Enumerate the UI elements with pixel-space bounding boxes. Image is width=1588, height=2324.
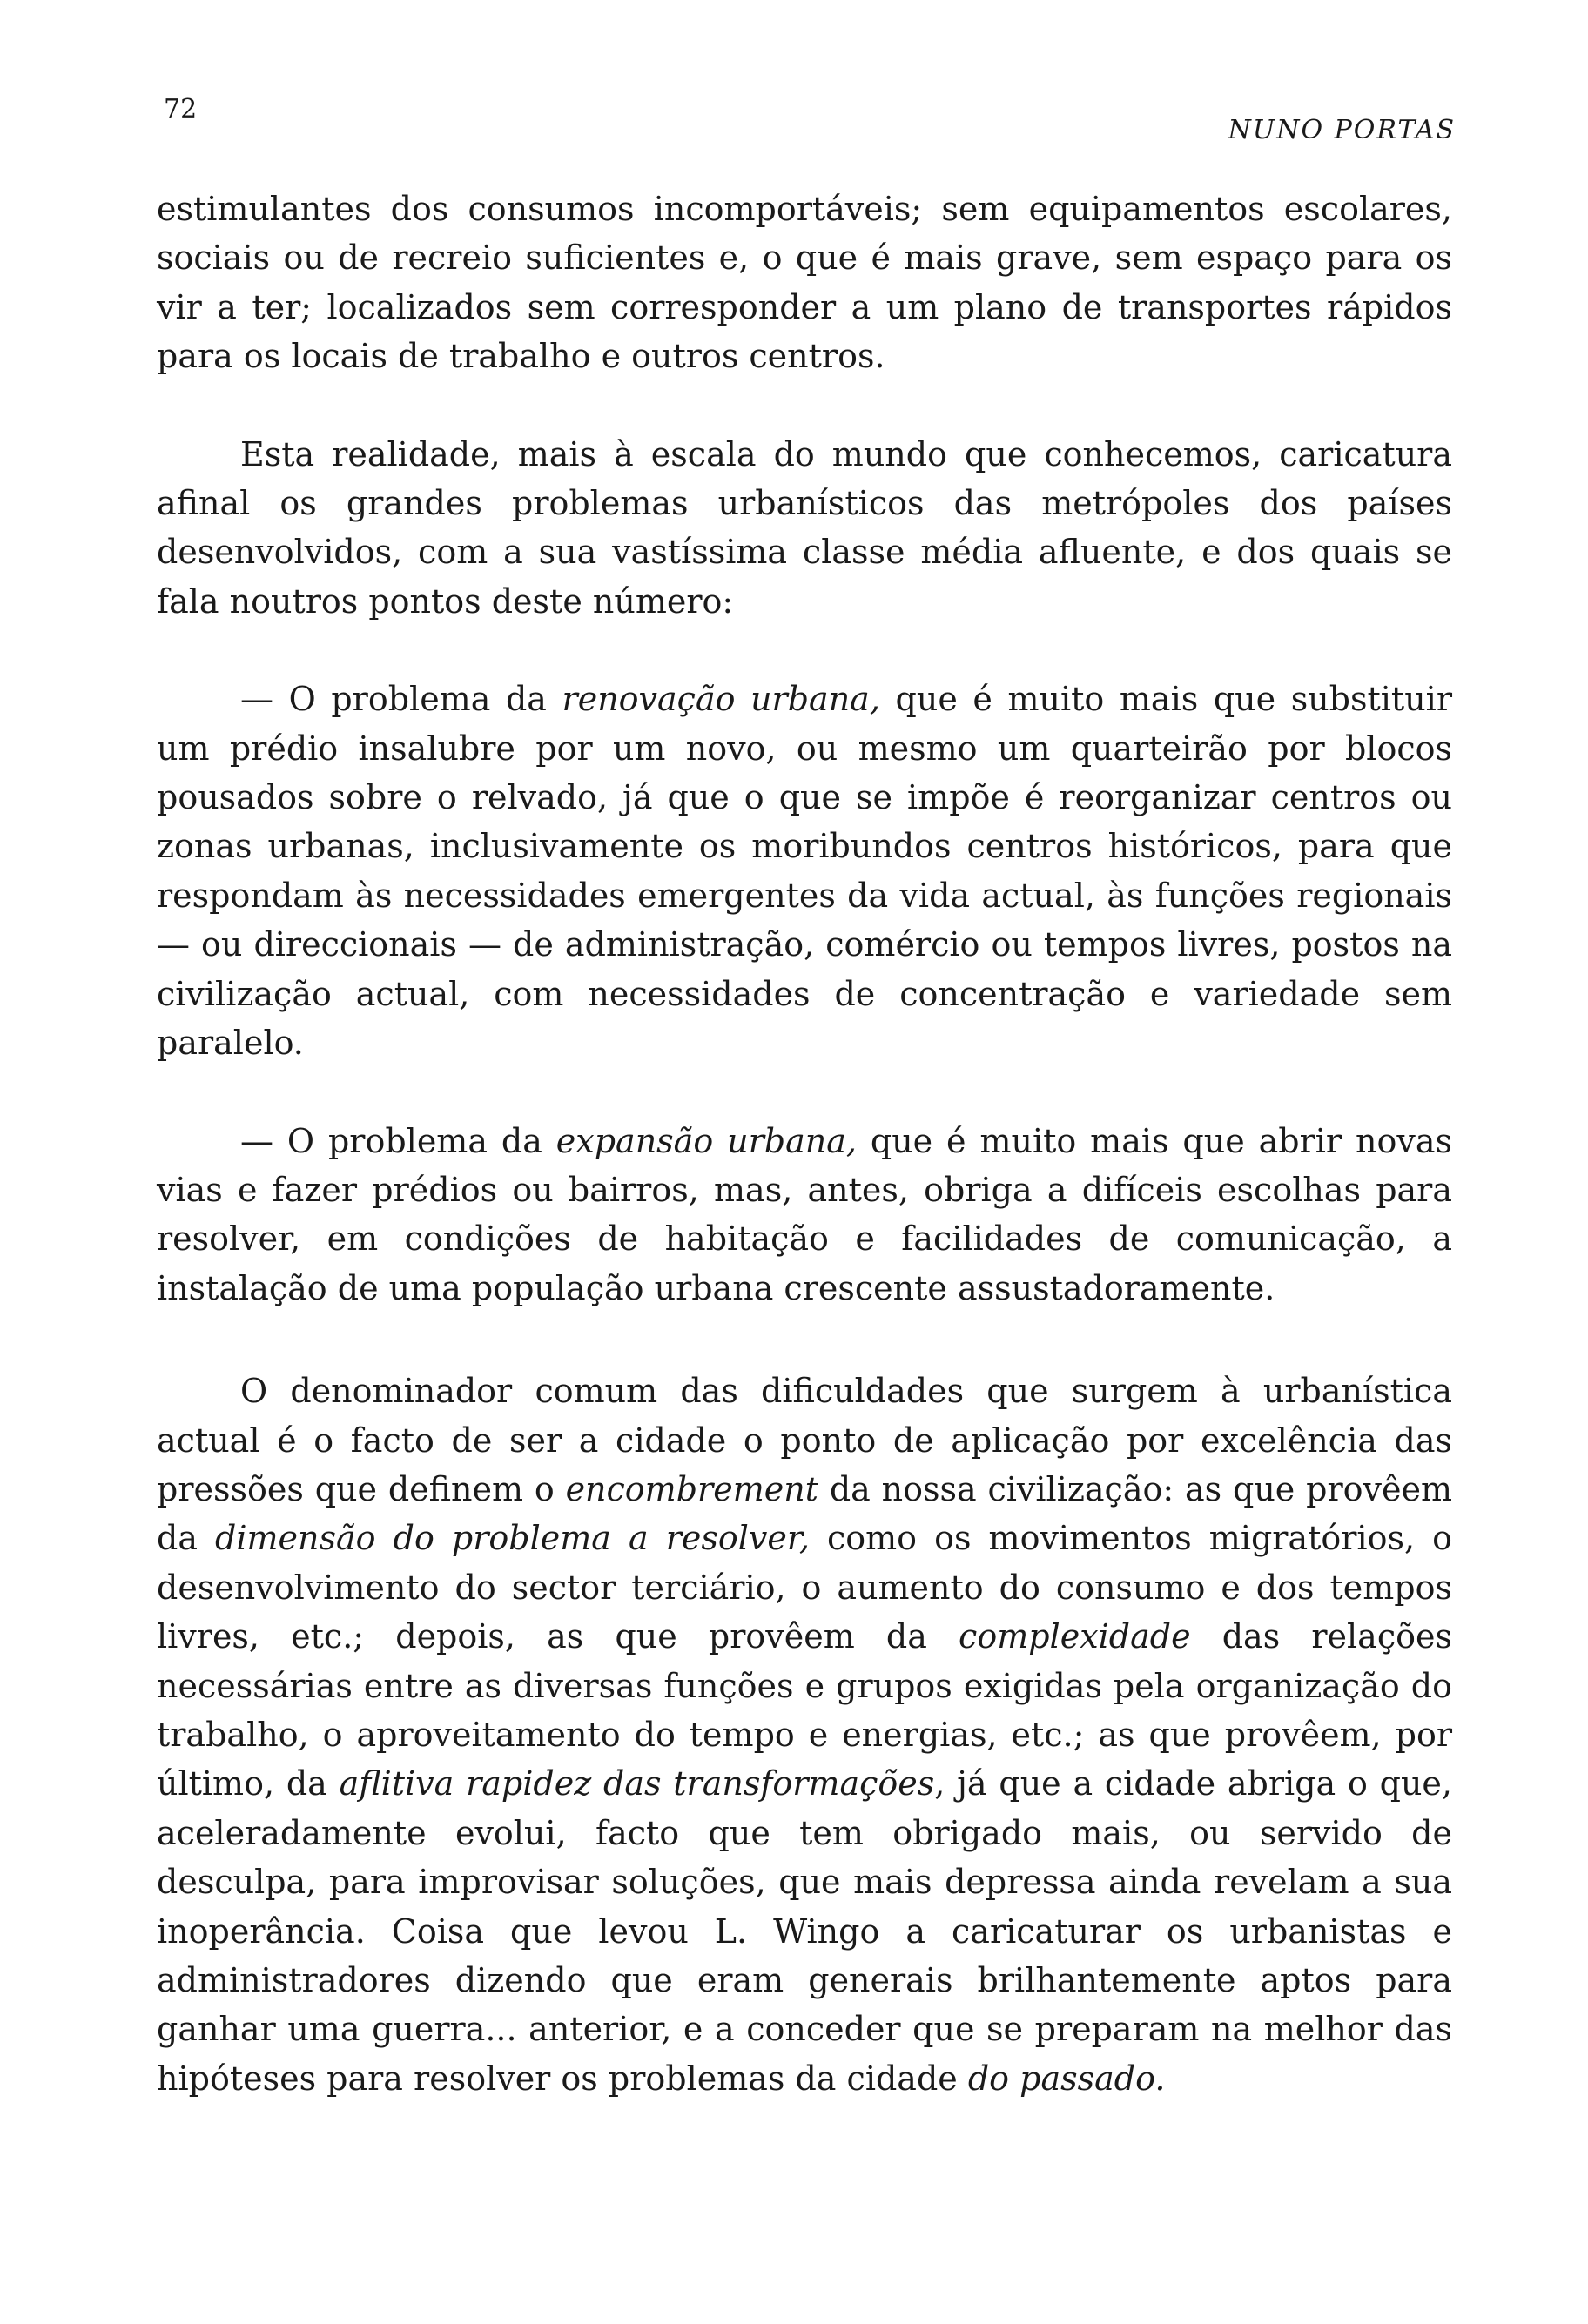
emphasis-term: renovação urbana,	[562, 680, 880, 719]
running-head-author: NUNO PORTAS	[1228, 115, 1456, 145]
text-run: que é muito mais que substituir um prédio insalubre por um novo, ou mesmo um quarteirão por blocos pousados sobre o relvado, já que o que se impõe é reorganizar centros ou zonas urbanas, inclusivamente os moribundos centros históricos, para que respondam às necessidades emergentes da vida actual, às funções regionais — ou direccionais — de administração, comércio ou tempos livres, postos na civilização actual, com necessidades de concentração e variedade sem paralelo.	[157, 680, 1452, 1063]
text-run: O denominador comum das dificuldades que surgem à urbanística actual é o facto de ser a cidade o ponto de aplicação por excelência das pressões que definem o	[157, 1372, 1452, 1508]
paragraph-continuation	[157, 185, 1452, 381]
paragraph-renovacao-urbana	[157, 675, 1452, 1067]
emphasis-term: expansão urbana,	[555, 1121, 857, 1160]
text-run: Esta realidade, mais à escala do mundo que conhecemos, caricatura afinal os grandes problemas urbanísticos das metrópoles dos países desenvolvidos, com a sua vastíssima classe média afluente, e dos quais se fala noutros pontos deste número:	[157, 434, 1452, 621]
text-run: , já que a cidade abriga o que, aceleradamente evolui, facto que tem obrigado mais, ou servido de desculpa, para improvisar soluções, que mais depressa ainda revelam a sua inoperância. Coisa que levou L. Wingo a caricaturar os urbanistas e administradores dizendo que eram generais brilhantemente aptos para ganhar uma guerra... anterior, e a conceder que se preparam na melhor das hipóteses para resolver os problemas da cidade	[157, 1764, 1452, 2098]
page-header	[164, 91, 1456, 143]
paragraph-expansao-urbana	[157, 1117, 1452, 1313]
text-run: — O problema da	[240, 680, 562, 719]
text-run: como os movimentos migratórios, o desenvolvimento do sector terciário, o aumento do consumo e dos tempos livres, etc.; depois, as que provêem da	[157, 1519, 1452, 1656]
emphasis-term: do passado.	[967, 2059, 1166, 2098]
text-run: da nossa civilização: as que provêem da	[157, 1469, 1452, 1558]
emphasis-term: complexidade	[959, 1617, 1191, 1656]
emphasis-term: aflitiva rapidez das transformações	[339, 1764, 935, 1803]
text-run: estimulantes dos consumos incomportáveis; sem equipamentos escolares, sociais ou de recreio suficientes e, o que é mais grave, sem espaço para os vir a ter; localizados sem corresponder a um plano de transportes rápidos para os locais de trabalho e outros centros.	[157, 190, 1452, 376]
text-run: — O problema da	[240, 1121, 556, 1160]
text-run: das relações necessárias entre as diversas funções e grupos exigidas pela organização do trabalho, o aproveitamento do tempo e energias, etc.; as que provêem, por último, da	[157, 1617, 1452, 1803]
page-number: 72	[164, 94, 198, 124]
emphasis-term: encombrement	[565, 1469, 818, 1508]
paragraph-realidade	[157, 430, 1452, 627]
body-text	[157, 185, 1452, 2152]
text-run: que é muito mais que abrir novas vias e fazer prédios ou bairros, mas, antes, obriga a difíceis escolhas para resolver, em condições de habitação e facilidades de comunicação, a instalação de uma população urbana crescente assustadoramente.	[157, 1121, 1452, 1307]
emphasis-term: dimensão do problema a resolver,	[215, 1519, 810, 1558]
paragraph-denominador-comum	[157, 1367, 1452, 2103]
